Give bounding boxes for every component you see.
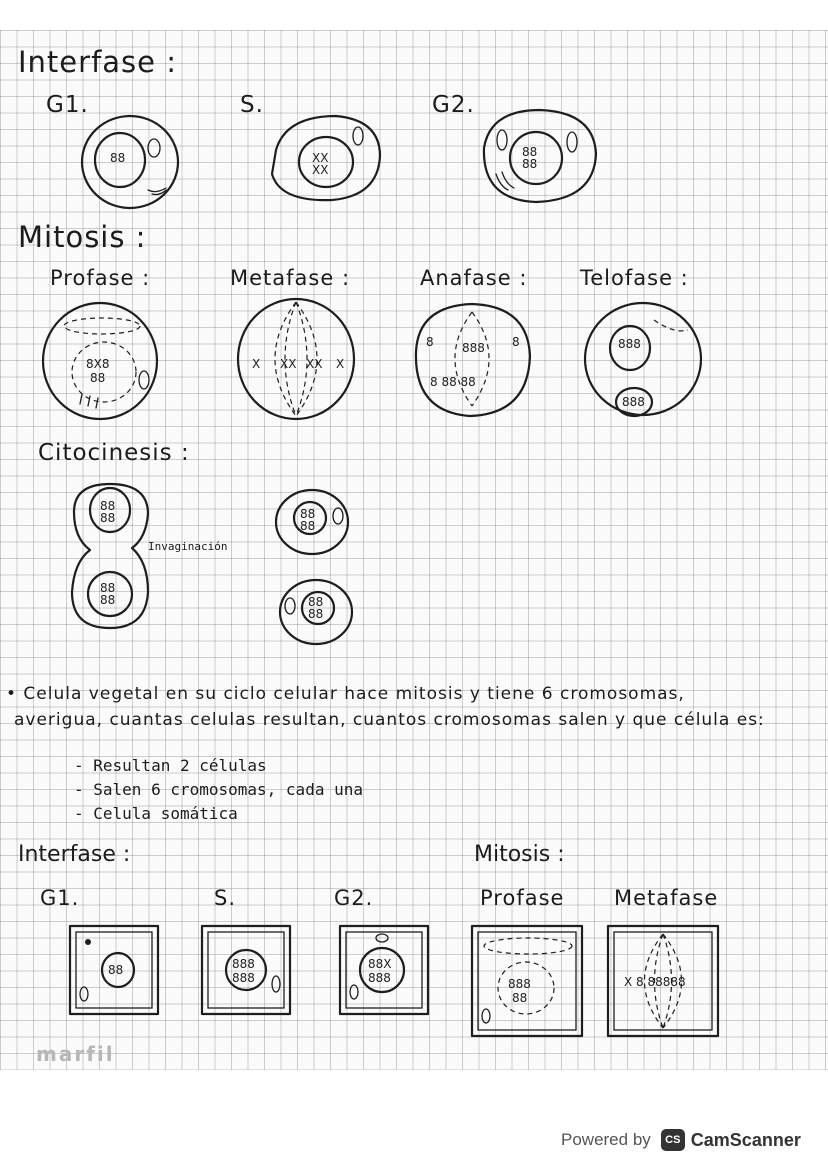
phase-label-anafase: Anafase : (420, 266, 528, 290)
cell-metafase-drawing (234, 296, 358, 422)
svg-text:88: 88 (110, 151, 126, 165)
svg-text:888: 888 (622, 395, 645, 409)
svg-text:8 88 88: 8 88 88 (430, 375, 476, 389)
svg-text:XX: XX (306, 357, 323, 371)
camscanner-name: CamScanner (690, 1129, 801, 1150)
interfase-title-2: Interfase : (18, 842, 131, 867)
svg-text:888: 888 (508, 977, 531, 991)
plant-cell-metafase-drawing (606, 924, 720, 1038)
plant-cell-profase-drawing (470, 924, 584, 1038)
svg-text:XX: XX (280, 357, 297, 371)
plant-cell-g2-drawing (338, 924, 430, 1016)
cell-citocinesis-daughter-2-drawing (276, 576, 356, 648)
phase-label-metafase: Metafase : (230, 266, 351, 290)
question-line-1: • Celula vegetal en su ciclo celular hace mitosis y tiene 6 cromosomas, (6, 684, 685, 704)
phase-label-s-2: S. (214, 886, 237, 910)
svg-text:888: 888 (232, 971, 255, 985)
answer-2: - Salen 6 cromosomas, cada una (74, 780, 363, 799)
svg-text:88: 88 (100, 581, 116, 595)
svg-text:X 8 88888: X 8 88888 (624, 975, 686, 989)
marfil-watermark: marfil (36, 1042, 115, 1066)
svg-text:8: 8 (512, 335, 520, 349)
svg-text:88: 88 (90, 371, 106, 385)
cell-g2-drawing (476, 104, 600, 206)
svg-text:88: 88 (522, 157, 538, 171)
svg-text:88: 88 (308, 607, 324, 621)
phase-label-metafase-2: Metafase (614, 886, 719, 910)
svg-text:888: 888 (232, 957, 255, 971)
phase-label-g2: G2. (432, 92, 475, 118)
svg-text:88: 88 (100, 593, 116, 607)
mitosis-title-2: Mitosis : (474, 842, 565, 867)
phase-label-telofase: Telofase : (580, 266, 689, 290)
svg-text:88: 88 (308, 595, 324, 609)
svg-text:8X8: 8X8 (86, 357, 110, 371)
svg-text:XX: XX (312, 163, 329, 177)
svg-text:88: 88 (512, 991, 528, 1005)
svg-text:888: 888 (462, 341, 485, 355)
camscanner-footer (561, 1120, 801, 1160)
svg-text:88: 88 (522, 145, 538, 159)
plant-cell-g1-drawing (68, 924, 160, 1016)
cell-g1-drawing (78, 112, 182, 212)
cell-profase-drawing (40, 300, 160, 422)
svg-text:X: X (252, 357, 261, 371)
citocinesis-title: Citocinesis : (38, 440, 190, 466)
svg-text:88: 88 (300, 519, 316, 533)
svg-text:X: X (336, 357, 345, 371)
powered-by-text: Powered by (561, 1130, 651, 1149)
camscanner-logo (661, 1129, 801, 1151)
phase-label-profase: Profase : (50, 266, 151, 290)
svg-text:8: 8 (426, 335, 434, 349)
svg-text:88: 88 (108, 963, 124, 977)
cell-citocinesis-daughter-1-drawing (272, 486, 352, 558)
svg-text:88: 88 (100, 511, 116, 525)
phase-label-g1-2: G1. (40, 886, 80, 910)
invaginacion-annotation: Invaginación (148, 540, 228, 553)
camscanner-logo-icon: CS (661, 1129, 685, 1151)
cell-s-drawing (266, 110, 384, 206)
answer-1: - Resultan 2 células (74, 756, 267, 775)
plant-cell-s-drawing (200, 924, 292, 1016)
svg-text:88: 88 (300, 507, 316, 521)
phase-label-s: S. (240, 92, 264, 118)
cell-citocinesis-dividing-drawing (66, 478, 156, 634)
svg-text:XX: XX (312, 151, 329, 165)
phase-label-g2-2: G2. (334, 886, 374, 910)
phase-label-g1: G1. (46, 92, 89, 118)
phase-label-profase-2: Profase (480, 886, 565, 910)
interfase-title: Interfase : (18, 45, 177, 79)
answer-3: - Celula somática (74, 804, 238, 823)
cell-telofase-drawing (582, 300, 704, 418)
svg-text:888: 888 (368, 971, 391, 985)
svg-text:88: 88 (100, 499, 116, 513)
cell-anafase-drawing (408, 298, 534, 420)
question-line-2: averigua, cuantas celulas resultan, cuantos cromosomas salen y que célula es: (14, 710, 765, 730)
svg-text:888: 888 (618, 337, 641, 351)
mitosis-title: Mitosis : (18, 220, 147, 254)
svg-text:88X: 88X (368, 957, 392, 971)
